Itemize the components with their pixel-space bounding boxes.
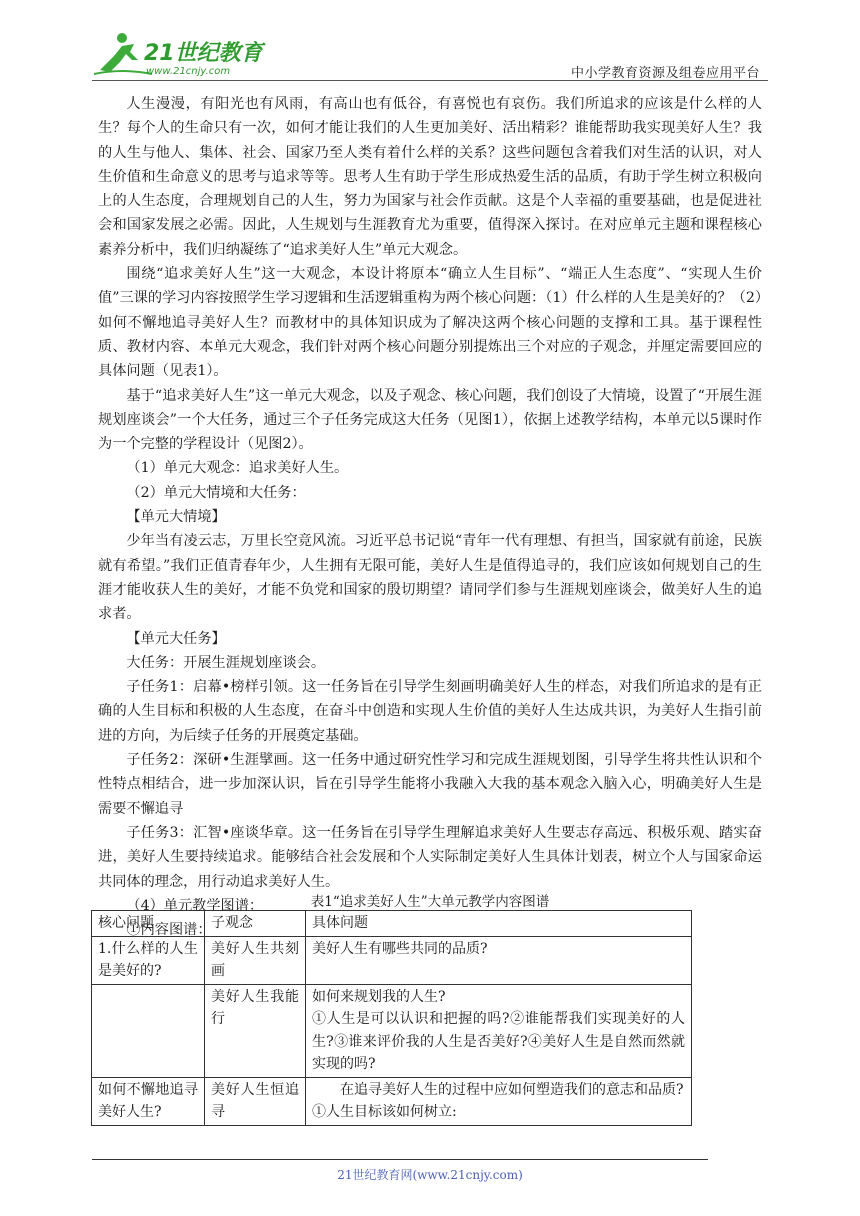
table-cell: 1.什么样的人生是美好的? — [92, 936, 205, 984]
paragraph-context-heading: （2）单元大情境和大任务： — [126, 484, 306, 501]
header-divider — [92, 80, 768, 81]
footer-divider — [92, 1159, 708, 1160]
site-logo — [92, 30, 292, 78]
paragraph-teaching-map: （4）单元教学图谱： — [126, 897, 264, 914]
table-header-cell: 具体问题 — [306, 911, 692, 937]
table-row — [92, 936, 692, 984]
paragraph-task-label: 【单元大任务】 — [126, 630, 226, 647]
svg-text:21世纪教育: 21世纪教育 — [144, 41, 263, 66]
paragraph-subtask-3: 子任务3：汇智•座谈华章。这一任务旨在引导学生理解追求美好人生要志存高远、积极乐观、踏实奋进，美好人生要持续追求。能够结合社会发展和个人实际制定美好人生具体计划表，树立个人与国家命运共同体的理念，用行动追求美好人生。 — [98, 824, 762, 890]
table-cell: 如何不懈地追寻美好人生? — [92, 1077, 205, 1125]
table-caption: 表1“追求美好人生”大单元教学内容图谱 — [310, 894, 550, 910]
table-row — [92, 984, 692, 1077]
table-cell: 美好人生恒追寻 — [205, 1077, 306, 1125]
paragraph-big-task: 基于“追求美好人生”这一单元大观念，以及子观念、核心问题，我们创设了大情境，设置了“开展生涯规划座谈会”一个大任务，通过三个子任务完成这大任务（见图1），依据上述教学结构，本单元以5课时作为一个完整的学程设计（见图2）。 — [98, 387, 762, 453]
table-header-cell: 核心问题 — [92, 911, 205, 937]
document-body — [98, 92, 762, 942]
content-map-table — [91, 910, 692, 1126]
table-header-row — [92, 911, 692, 937]
paragraph-context: 少年当有凌云志，万里长空竞风流。习近平总书记说“青年一代有理想、有担当，国家就有前途，民族就有希望。”我们正值青春年少，人生拥有无限可能，美好人生是值得追寻的，我们应该如何规划自己的生涯才能收获人生的美好，才能不负党和国家的殷切期望？请同学们参与生涯规划座谈会，做美好人生的追求者。 — [98, 533, 762, 623]
paragraph-subtask-2: 子任务2：深研•生涯擘画。这一任务中通过研究性学习和完成生涯规划图，引导学生将共性认识和个性特点相结合，进一步加深认识，旨在引导学生能将小我融入大我的基本观念入脑入心，明确美好人生是需要不懈追寻 — [98, 752, 762, 817]
paragraph-intro: 人生漫漫，有阳光也有风雨，有高山也有低谷，有喜悦也有哀伤。我们所追求的应该是什么样的人生？每个人的生命只有一次，如何才能让我们的人生更加美好、活出精彩？谁能帮助我实现美好人生？我的人生与他人、集体、社会、国家乃至人类有着什么样的关系？这些问题包含着我们对生活的认识，对人生价值和生命意义的思考与追求等等。思考人生有助于学生形成热爱生活的品质，有助于学生树立积极向上的人生态度，合理规划自己的人生，努力为国家与社会作贡献。这是个人幸福的重要基础，也是促进社会和国家发展之必需。因此，人生规划与生涯教育尤为重要，值得深入探讨。在对应单元主题和课程核心素养分析中，我们归纳凝练了“追求美好人生”单元大观念。 — [98, 96, 762, 258]
table-cell: 美好人生有哪些共同的品质? — [306, 936, 692, 984]
paragraph-subtask-1: 子任务1：启幕•榜样引领。这一任务旨在引导学生刻画明确美好人生的样态，对我们所追求的是有正确的人生目标和积极的人生态度，在奋斗中创造和实现人生价值的美好人生达成共识，为美好人生指引前进的方向，为后续子任务的开展奠定基础。 — [98, 679, 762, 744]
paragraph-context-label: 【单元大情境】 — [126, 509, 226, 526]
table-row — [92, 1077, 692, 1125]
table-header-cell: 子观念 — [205, 911, 306, 937]
paragraph-big-idea: （1）单元大观念：追求美好人生。 — [126, 460, 349, 477]
header-platform-text: 中小学教育资源及组卷应用平台 — [570, 66, 760, 81]
runner-logo-icon — [92, 30, 292, 78]
paragraph-core-questions: 围绕“追求美好人生”这一大观念，本设计将原本“确立人生目标”、“端正人生态度”、“实现人生价值”三课的学习内容按照学生学习逻辑和生活逻辑重构为两个核心问题：（1）什么样的人生是美好的？（2）如何不懈地追寻美好人生？而教材中的具体知识成为了解决这两个核心问题的支撑和工具。基于课程性质、教材内容、本单元大观念，我们针对两个核心问题分别提炼出三个对应的子观念，并厘定需要回应的具体问题（见表1）。 — [98, 266, 762, 380]
paragraph-content-map: ①内容图谱： — [126, 922, 212, 939]
paragraph-task: 大任务：开展生涯规划座谈会。 — [126, 654, 326, 671]
footer-text[interactable]: 21世纪教育网(www.21cnjy.com) — [337, 1168, 523, 1182]
table-cell: 在追寻美好人生的过程中应如何塑造我们的意志和品质? ①人生目标该如何树立: — [306, 1077, 692, 1125]
table-cell: 美好人生我能行 — [205, 984, 306, 1077]
table-cell: 美好人生共刻画 — [205, 936, 306, 984]
table-cell: 如何来规划我的人生? ①人生是可以认识和把握的吗?②谁能帮我们实现美好的人生?③谁来评价我的人生是否美好?④美好人生是自然而然就实现的吗? — [306, 984, 692, 1077]
page-header — [92, 30, 768, 80]
table-cell — [92, 984, 205, 1077]
svg-text:www.21cnjy.com: www.21cnjy.com — [146, 66, 231, 77]
